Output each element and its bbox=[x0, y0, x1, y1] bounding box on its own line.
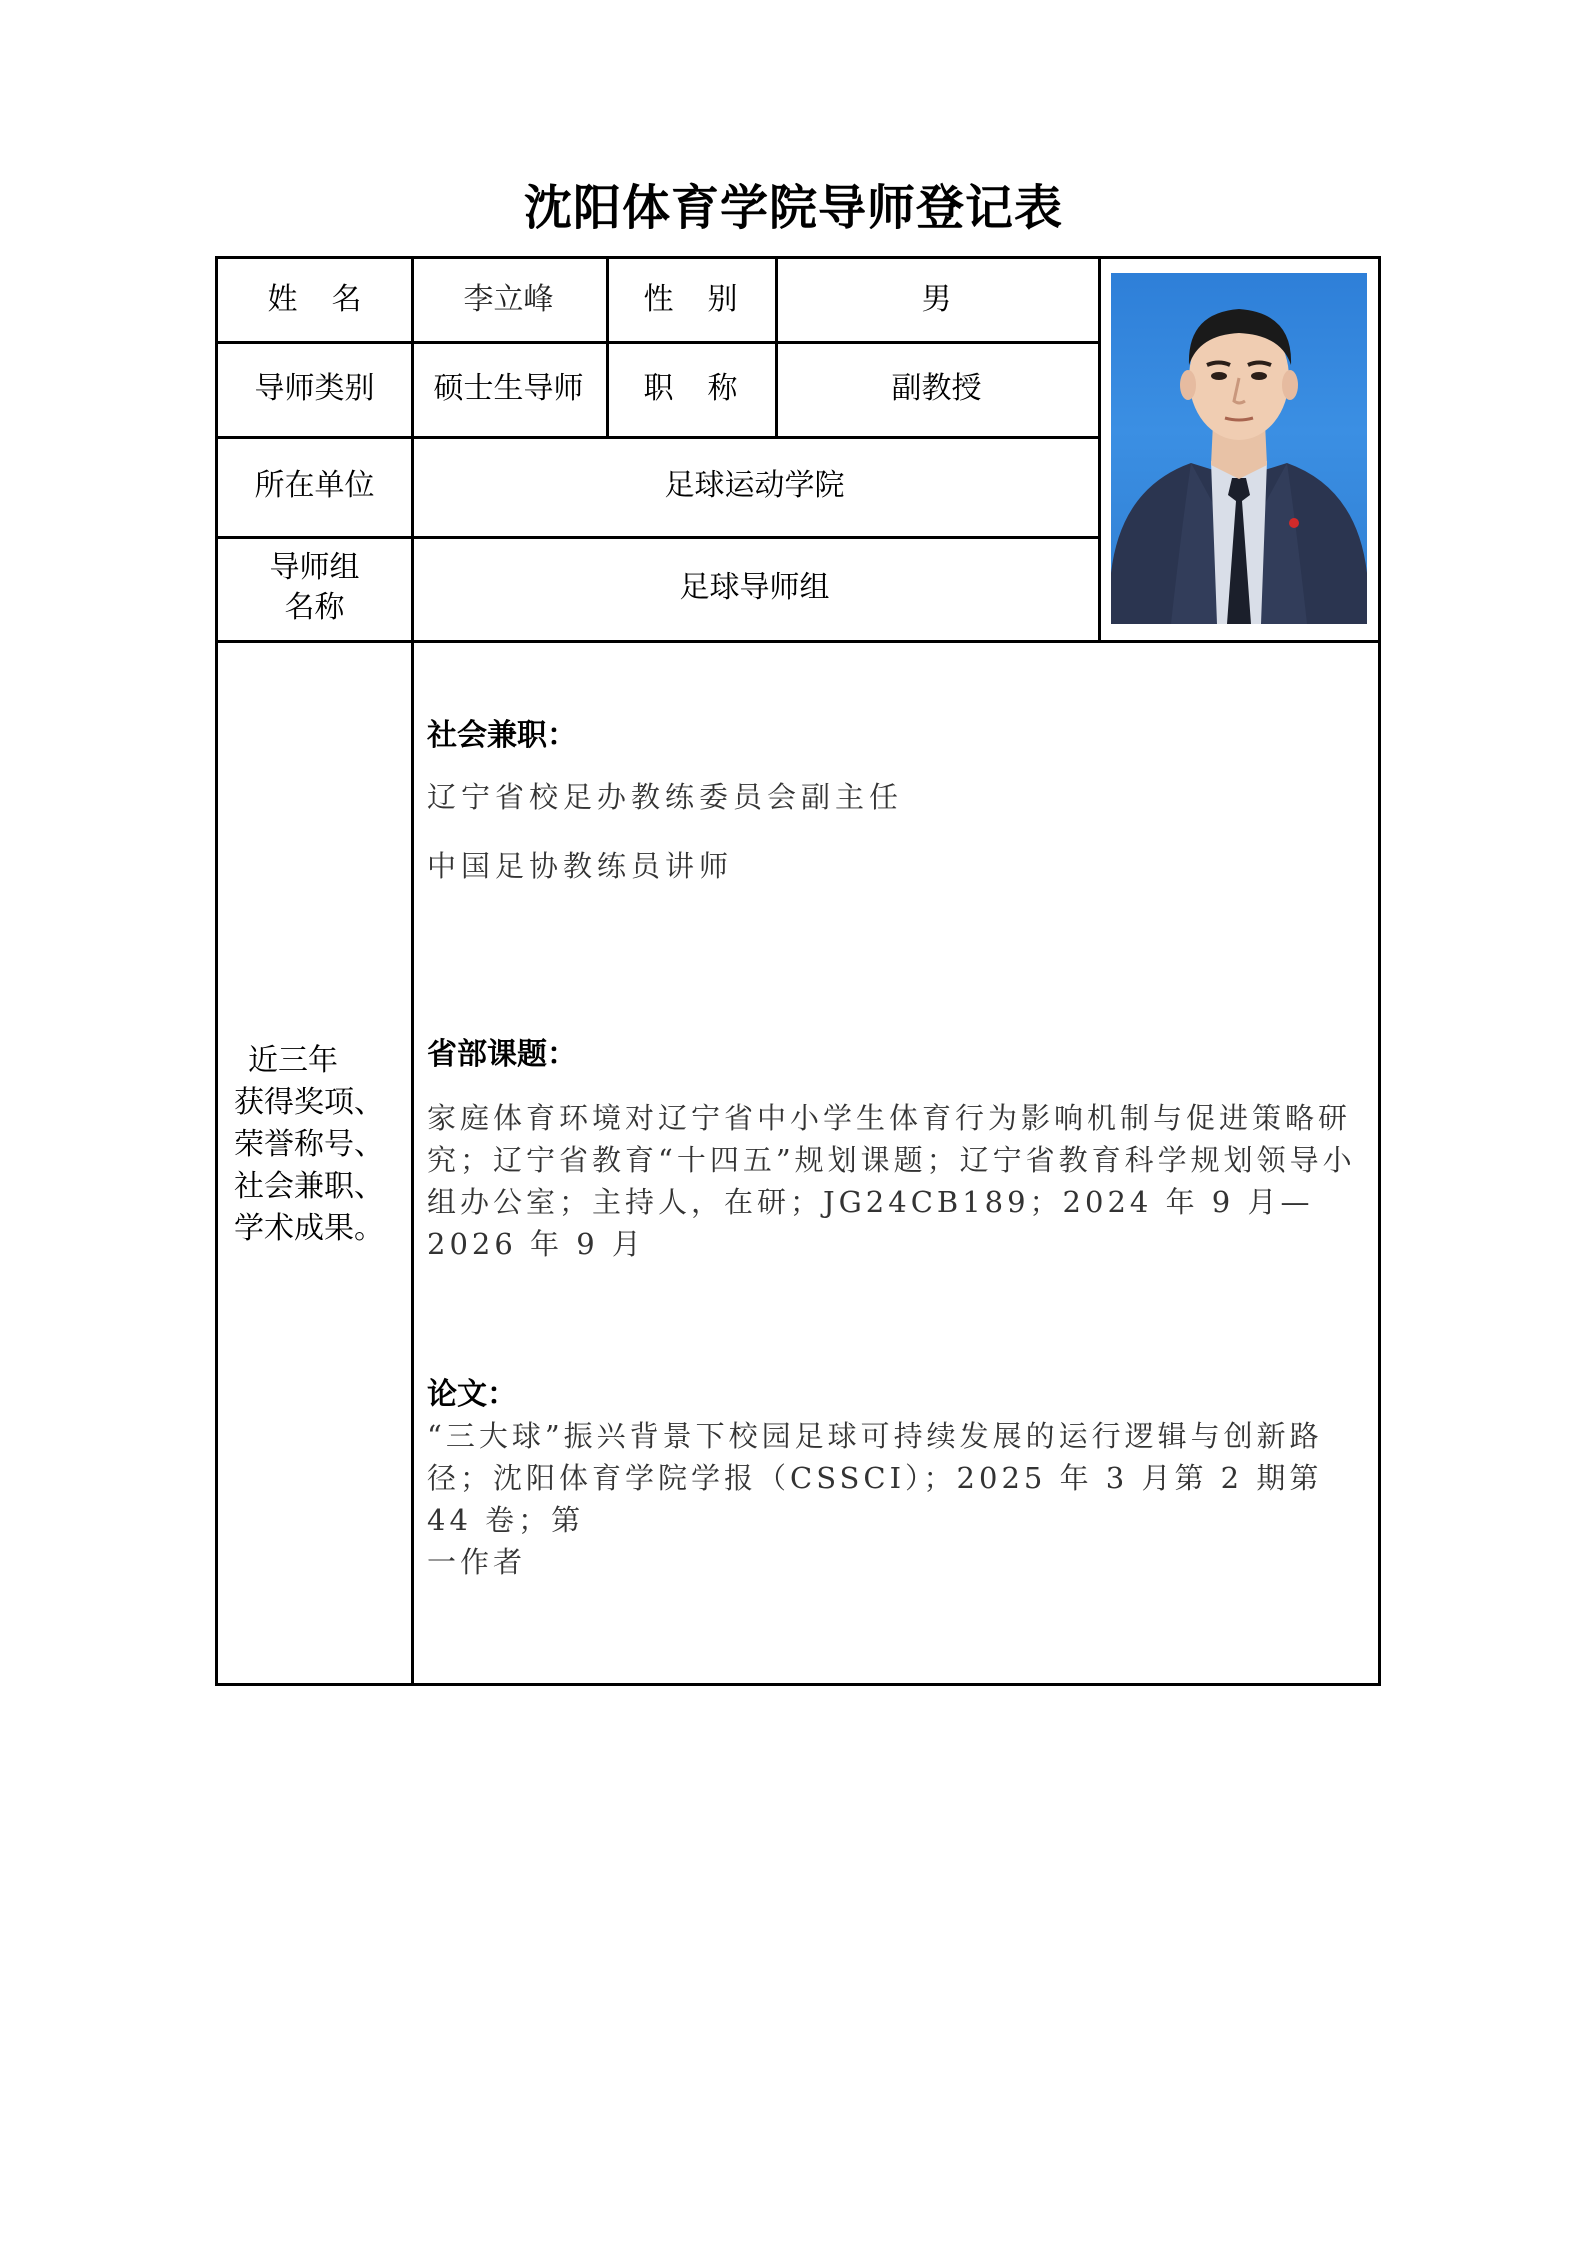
project-line: 组办公室；主持人，在研；JG24CB189；2024 年 9 月—2026 年 9 月 bbox=[427, 1185, 1314, 1261]
achievements-content bbox=[427, 716, 1367, 1583]
project-line: 究；辽宁省教育“十四五”规划课题；辽宁省教育科学规划领导小 bbox=[427, 1143, 1356, 1177]
achievements-label-line: 获得奖项、 bbox=[234, 1085, 384, 1120]
achievements-label-line: 近三年 bbox=[248, 1043, 338, 1078]
row-divider bbox=[218, 640, 1378, 643]
academic-title-label: 职称 bbox=[643, 370, 772, 406]
unit-value: 足球运动学院 bbox=[664, 468, 845, 503]
paper-line: “三大球”振兴背景下校园足球可持续发展的运行逻辑与创新路 bbox=[427, 1419, 1323, 1453]
academic-title-value: 副教授 bbox=[891, 370, 982, 406]
social-positions-heading: 社会兼职： bbox=[427, 718, 577, 753]
name-value: 李立峰 bbox=[463, 282, 554, 317]
paper-line: 一作者 bbox=[427, 1545, 527, 1579]
name-label: 姓名 bbox=[267, 282, 396, 317]
social-position-item: 辽宁省校足办教练委员会副主任 bbox=[427, 780, 904, 814]
achievements-label-line: 社会兼职、 bbox=[234, 1169, 384, 1204]
unit-label: 所在单位 bbox=[254, 468, 375, 503]
gender-value: 男 bbox=[921, 282, 952, 317]
portrait-photo bbox=[1111, 273, 1367, 624]
project-line: 家庭体育环境对辽宁省中小学生体育行为影响机制与促进策略研 bbox=[427, 1101, 1352, 1135]
portrait-icon bbox=[1111, 273, 1367, 624]
column-divider bbox=[1098, 259, 1101, 643]
group-label: 导师组 名称 bbox=[269, 550, 360, 625]
document-title: 沈阳体育学院导师登记表 bbox=[523, 180, 1063, 236]
projects-heading: 省部课题： bbox=[427, 1037, 577, 1072]
achievements-label-line: 学术成果。 bbox=[234, 1211, 384, 1246]
papers-heading: 论文： bbox=[427, 1377, 517, 1412]
achievements-label-line: 荣誉称号、 bbox=[234, 1127, 384, 1162]
gender-label: 性别 bbox=[643, 282, 772, 317]
paper-line: 径；沈阳体育学院学报（CSSCI）；2025 年 3 月第 2 期第 44 卷；第 bbox=[427, 1461, 1323, 1537]
achievements-label bbox=[220, 1040, 410, 1250]
mentor-type-label: 导师类别 bbox=[254, 370, 375, 406]
social-position-item: 中国足协教练员讲师 bbox=[427, 849, 734, 883]
mentor-type-value: 硕士生导师 bbox=[433, 370, 584, 406]
group-value: 足球导师组 bbox=[679, 570, 830, 605]
